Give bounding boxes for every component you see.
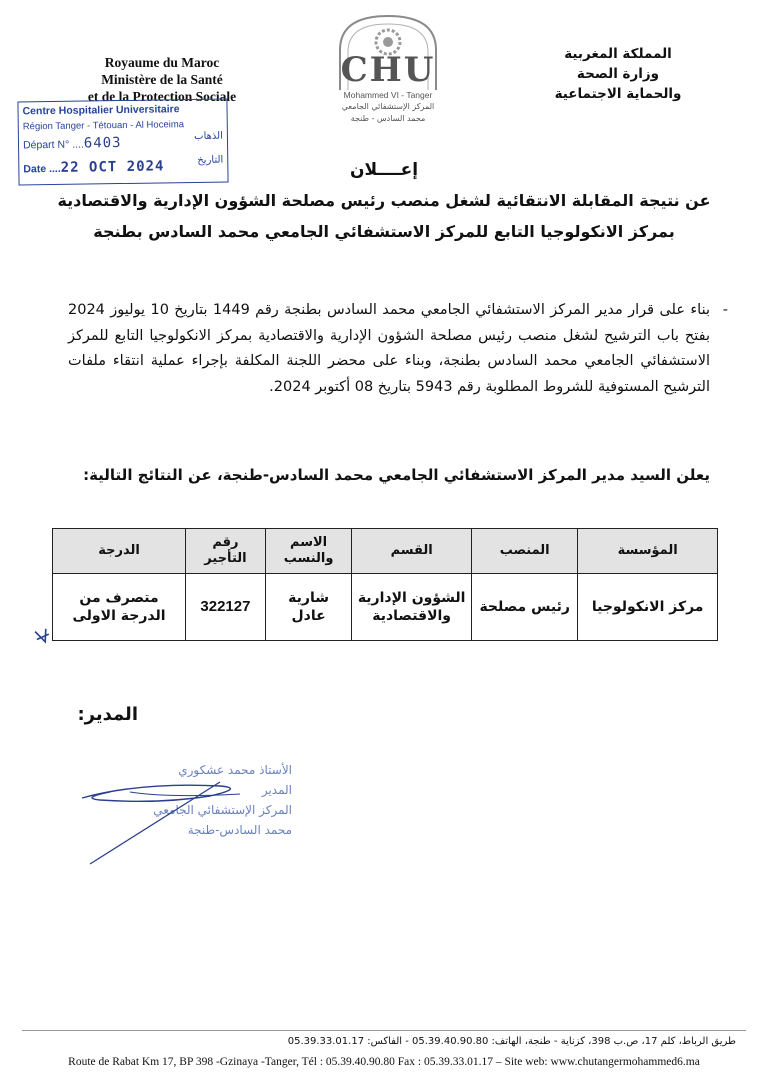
th-grade: الدرجة xyxy=(53,529,186,574)
th-name: الاسم والنسب xyxy=(265,529,351,574)
results-table xyxy=(52,528,718,641)
notice-subtitle-2: بمركز الانكولوجيا التابع للمركز الاستشفائي الجامعي محمد السادس بطنجة xyxy=(93,222,675,241)
director-stamp-line-2: المدير xyxy=(261,783,292,797)
stamp-date: Date ....22 OCT 2024 xyxy=(23,158,165,176)
director-stamp-line-4: محمد السادس-طنجة xyxy=(187,823,292,837)
header-fr-line-1: Royaume du Maroc xyxy=(104,55,220,70)
table-row xyxy=(53,574,718,641)
footer-arabic: طريق الرباط، كلم 17، ص.ب 398، كزناية - طنجة، الهاتف: 05.39.40.90.80 - الفاكس: 05.39.33.01.17 xyxy=(287,1036,736,1047)
table-header-row xyxy=(53,529,718,574)
td-name: شارية عادل xyxy=(265,574,351,641)
logo-subtitle: Mohammed VI - Tanger xyxy=(343,90,433,100)
td-grade: متصرف من الدرجة الاولى xyxy=(53,574,186,641)
logo-ar-1: المركز الإستشفائي الجامعي xyxy=(341,102,435,111)
stamp-depart: Départ N° ....6403 xyxy=(22,135,122,152)
td-payroll: 322127 xyxy=(186,574,266,641)
body-paragraph-text: بناء على قرار مدير المركز الاستشفائي الجامعي محمد السادس بطنجة رقم 1449 بتاريخ 10 يوليوز 2024 بفتح باب الترشيح لشغل منصب رئيس مصلحة الشؤون الإدارية والاقتصادية بمركز الانكولوجيا التابع للمركز الاستشفائي الجامعي محمد السادس بطنجة، وبناء على محضر اللجنة المكلفة بإجراء عملية انتقاء ملفات الترشيح المستوفية للشروط المطلوبة رقم 5943 بتاريخ 08 أكتوبر 2024. xyxy=(68,302,711,395)
th-position: المنصب xyxy=(471,529,577,574)
director-label: المدير: xyxy=(77,704,138,725)
stamp-line-2: Région Tanger - Tétouan - Al Hoceima xyxy=(22,119,185,133)
signature-icon xyxy=(70,752,270,872)
stamp-depart-value: 6403 xyxy=(83,135,122,152)
stamp-date-ar: التاريخ xyxy=(197,154,224,166)
handwritten-signature xyxy=(70,752,270,872)
td-position: رئيس مصلحة xyxy=(471,574,577,641)
header-fr-line-3: et de la Protection Sociale xyxy=(87,89,237,104)
bullet-dash: - xyxy=(722,302,728,318)
header-ar-line-1: المملكة المغربية xyxy=(564,46,672,62)
notice-subtitle-1: عن نتيجة المقابلة الانتقائية لشغل منصب رئيس مصلحة الشؤون الإدارية والاقتصادية xyxy=(57,191,711,210)
logo-text: CHU xyxy=(340,50,436,90)
director-stamp-line-1: الأستاذ محمد عشكوري xyxy=(178,763,292,777)
td-department: الشؤون الإدارية والاقتصادية xyxy=(352,574,472,641)
th-department: القسم xyxy=(352,529,472,574)
footer-french: Route de Rabat Km 17, BP 398 -Gzinaya -Tanger, Tél : 05.39.40.90.80 Fax : 05.39.33.01.17 – Site web: www.chutangermohammed6.ma xyxy=(68,1056,700,1068)
footer-divider xyxy=(22,1030,746,1031)
body-paragraph xyxy=(68,298,728,400)
stamp-date-value: 22 OCT 2024 xyxy=(60,158,165,176)
header-arabic xyxy=(538,44,698,104)
chu-logo xyxy=(318,10,458,128)
td-institution: مركز الانكولوجيا xyxy=(578,574,718,641)
header-fr-line-2: Ministère de la Santé xyxy=(101,72,223,87)
announcement: يعلن السيد مدير المركز الاستشفائي الجامعي محمد السادس-طنجة، عن النتائج التالية: xyxy=(83,466,710,484)
stamp-depart-ar: الذهاب xyxy=(194,130,224,143)
director-stamp-line-3: المركز الإستشفائي الجامعي xyxy=(153,803,292,817)
header-ar-line-3: والحماية الاجتماعية xyxy=(554,86,682,102)
notice-title: إعــــلان xyxy=(349,160,419,180)
header-french xyxy=(62,54,262,105)
th-institution: المؤسسة xyxy=(578,529,718,574)
th-payroll: رقم التأجير xyxy=(186,529,266,574)
logo-ar-2: محمد السادس - طنجة xyxy=(350,114,426,123)
stamp-date-label: Date xyxy=(23,163,47,176)
stamp-depart-label: Départ N° xyxy=(22,138,70,152)
header-ar-line-2: وزارة الصحة xyxy=(576,66,660,82)
stamp-line-1: Centre Hospitalier Universitaire xyxy=(22,103,180,118)
